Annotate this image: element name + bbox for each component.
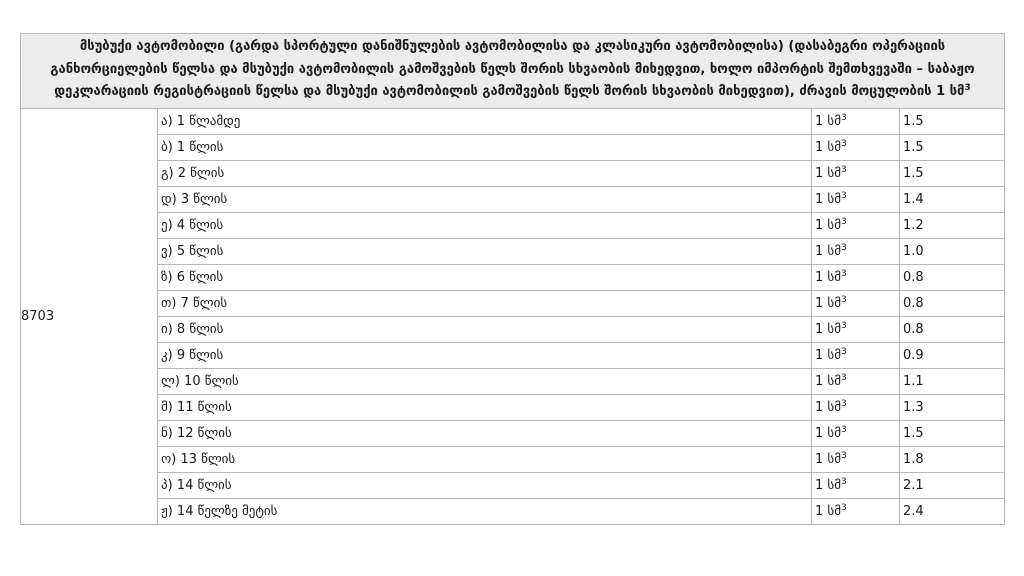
unit-sup: 3 [841, 320, 847, 331]
unit-cell [812, 342, 900, 368]
unit-text: 1 სმ [815, 113, 841, 129]
age-label-cell: ე) 4 წლის [158, 212, 812, 238]
age-label-cell: ჟ) 14 წელზე მეტის [158, 498, 812, 524]
unit-cell [812, 316, 900, 342]
table-row [21, 290, 1005, 316]
rate-value-cell: 1.2 [900, 212, 1005, 238]
unit-sup: 3 [841, 398, 847, 409]
excise-rate-table [20, 33, 1005, 525]
age-label-cell: ნ) 12 წლის [158, 420, 812, 446]
unit-text: 1 სმ [815, 373, 841, 389]
unit-text: 1 სმ [815, 477, 841, 493]
unit-cell [812, 394, 900, 420]
table-row [21, 108, 1005, 134]
unit-cell [812, 212, 900, 238]
unit-text: 1 სმ [815, 217, 841, 233]
age-label-cell: მ) 11 წლის [158, 394, 812, 420]
unit-sup: 3 [841, 424, 847, 435]
table-header-sup: 3 [964, 83, 971, 93]
table-row [21, 212, 1005, 238]
rate-value-cell: 1.8 [900, 446, 1005, 472]
unit-sup: 3 [841, 112, 847, 123]
unit-text: 1 სმ [815, 243, 841, 259]
rate-value-cell: 1.5 [900, 108, 1005, 134]
unit-cell [812, 446, 900, 472]
unit-sup: 3 [841, 242, 847, 253]
unit-text: 1 სმ [815, 321, 841, 337]
unit-sup: 3 [841, 138, 847, 149]
hs-code-cell: 8703 [21, 108, 158, 524]
unit-cell [812, 238, 900, 264]
unit-text: 1 სმ [815, 503, 841, 519]
unit-cell [812, 264, 900, 290]
age-label-cell: გ) 2 წლის [158, 160, 812, 186]
rate-value-cell: 2.4 [900, 498, 1005, 524]
unit-text: 1 სმ [815, 399, 841, 415]
unit-text: 1 სმ [815, 295, 841, 311]
table-row [21, 264, 1005, 290]
unit-sup: 3 [841, 294, 847, 305]
table-row [21, 186, 1005, 212]
unit-text: 1 სმ [815, 269, 841, 285]
unit-sup: 3 [841, 346, 847, 357]
rate-value-cell: 1.1 [900, 368, 1005, 394]
table-row [21, 472, 1005, 498]
unit-cell [812, 498, 900, 524]
excise-rate-table-container [20, 33, 1004, 525]
age-label-cell: ბ) 1 წლის [158, 134, 812, 160]
unit-sup: 3 [841, 268, 847, 279]
unit-cell [812, 160, 900, 186]
unit-sup: 3 [841, 216, 847, 227]
unit-text: 1 სმ [815, 451, 841, 467]
unit-sup: 3 [841, 450, 847, 461]
unit-sup: 3 [841, 164, 847, 175]
rate-value-cell: 1.5 [900, 134, 1005, 160]
age-label-cell: ვ) 5 წლის [158, 238, 812, 264]
rate-value-cell: 0.9 [900, 342, 1005, 368]
table-header [21, 34, 1005, 109]
rate-value-cell: 1.0 [900, 238, 1005, 264]
table-row [21, 316, 1005, 342]
rate-value-cell: 2.1 [900, 472, 1005, 498]
rate-value-cell: 0.8 [900, 264, 1005, 290]
table-header-text: მსუბუქი ავტომობილი (გარდა სპორტული დანიშნულების ავტომობილისა და კლასიკური ავტომობილისა) (დასაბეგრი ოპერაციის განხორციელების წელსა და მსუბუქი ავტომობილის გამოშვების წელს შორის სხვაობის მიხედვით, ხოლო იმპორტის შემთხვევაში – საბაჟო დეკლარაციის რეგისტრაციის წელსა და მსუბუქი ავტომობილის გამოშვების წელს შორის სხვაობის მიხედვით), ძრავის მოცულობის 1 სმ [50, 39, 975, 99]
age-label-cell: დ) 3 წლის [158, 186, 812, 212]
table-row [21, 238, 1005, 264]
unit-cell [812, 420, 900, 446]
age-label-cell: თ) 7 წლის [158, 290, 812, 316]
table-row [21, 368, 1005, 394]
age-label-cell: ზ) 6 წლის [158, 264, 812, 290]
unit-cell [812, 290, 900, 316]
age-label-cell: კ) 9 წლის [158, 342, 812, 368]
rate-value-cell: 1.3 [900, 394, 1005, 420]
unit-cell [812, 186, 900, 212]
unit-sup: 3 [841, 190, 847, 201]
unit-text: 1 სმ [815, 347, 841, 363]
table-row [21, 134, 1005, 160]
table-row [21, 160, 1005, 186]
age-label-cell: ა) 1 წლამდე [158, 108, 812, 134]
age-label-cell: ო) 13 წლის [158, 446, 812, 472]
unit-text: 1 სმ [815, 191, 841, 207]
unit-cell [812, 472, 900, 498]
table-row [21, 394, 1005, 420]
table-row [21, 342, 1005, 368]
rate-value-cell: 0.8 [900, 290, 1005, 316]
rate-value-cell: 1.4 [900, 186, 1005, 212]
header-row [21, 34, 1005, 109]
unit-sup: 3 [841, 502, 847, 513]
table-row [21, 498, 1005, 524]
unit-cell [812, 108, 900, 134]
unit-sup: 3 [841, 476, 847, 487]
rate-value-cell: 1.5 [900, 420, 1005, 446]
table-row [21, 420, 1005, 446]
unit-cell [812, 368, 900, 394]
unit-sup: 3 [841, 372, 847, 383]
table-row [21, 446, 1005, 472]
rate-value-cell: 0.8 [900, 316, 1005, 342]
unit-text: 1 სმ [815, 139, 841, 155]
unit-text: 1 სმ [815, 165, 841, 181]
rate-value-cell: 1.5 [900, 160, 1005, 186]
age-label-cell: ი) 8 წლის [158, 316, 812, 342]
age-label-cell: ლ) 10 წლის [158, 368, 812, 394]
age-label-cell: პ) 14 წლის [158, 472, 812, 498]
unit-text: 1 სმ [815, 425, 841, 441]
unit-cell [812, 134, 900, 160]
